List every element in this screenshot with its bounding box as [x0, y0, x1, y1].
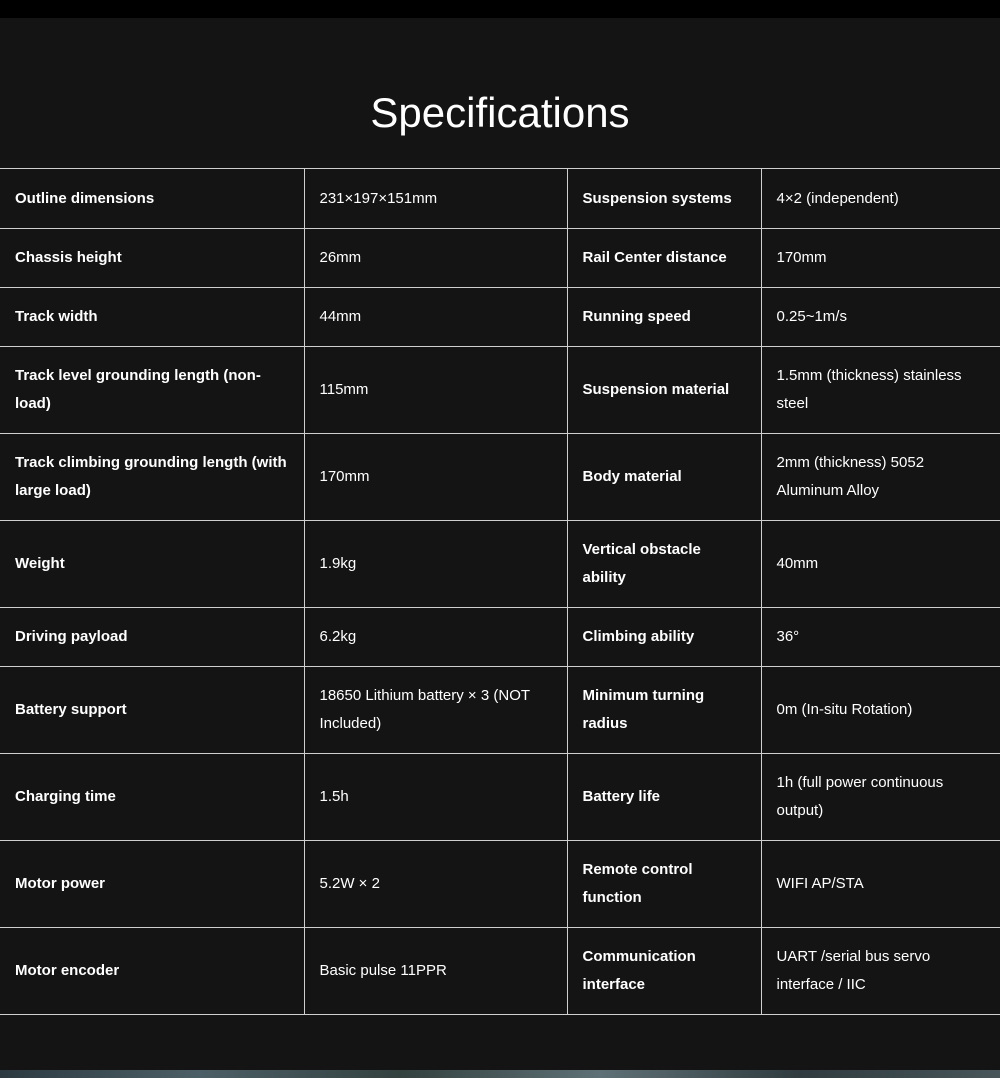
spec-value: 1h (full power continuous output) [761, 754, 1000, 841]
background-photo-strip [0, 1070, 1000, 1078]
spec-label: Rail Center distance [567, 229, 761, 288]
spec-label: Track level grounding length (non-load) [0, 347, 304, 434]
spec-value: 170mm [304, 434, 567, 521]
spec-value: 44mm [304, 288, 567, 347]
table-row [0, 841, 1000, 928]
spec-value: 4×2 (independent) [761, 169, 1000, 229]
spec-value: 18650 Lithium battery × 3 (NOT Included) [304, 667, 567, 754]
spec-label: Motor encoder [0, 928, 304, 1015]
spec-label: Outline dimensions [0, 169, 304, 229]
spec-label: Battery support [0, 667, 304, 754]
spec-label: Vertical obstacle ability [567, 521, 761, 608]
spec-value: 1.5mm (thickness) stainless steel [761, 347, 1000, 434]
spec-value: 0m (In-situ Rotation) [761, 667, 1000, 754]
spec-label: Running speed [567, 288, 761, 347]
spec-value: 170mm [761, 229, 1000, 288]
spec-label: Track width [0, 288, 304, 347]
spec-value: 36° [761, 608, 1000, 667]
spec-value: 2mm (thickness) 5052 Aluminum Alloy [761, 434, 1000, 521]
table-row [0, 288, 1000, 347]
table-row [0, 928, 1000, 1015]
spec-label: Communication interface [567, 928, 761, 1015]
spec-value: WIFI AP/STA [761, 841, 1000, 928]
spec-label: Climbing ability [567, 608, 761, 667]
page-title: Specifications [370, 89, 630, 136]
table-row [0, 434, 1000, 521]
spec-label: Chassis height [0, 229, 304, 288]
spec-label: Motor power [0, 841, 304, 928]
table-row [0, 667, 1000, 754]
table-row [0, 169, 1000, 229]
spec-label: Track climbing grounding length (with large load) [0, 434, 304, 521]
spec-label: Battery life [567, 754, 761, 841]
specifications-table [0, 168, 1000, 1015]
table-row [0, 229, 1000, 288]
spec-label: Driving payload [0, 608, 304, 667]
table-row [0, 608, 1000, 667]
spec-label: Weight [0, 521, 304, 608]
spec-value: 1.9kg [304, 521, 567, 608]
spec-value: 40mm [761, 521, 1000, 608]
spec-label: Minimum turning radius [567, 667, 761, 754]
spec-value: 1.5h [304, 754, 567, 841]
spec-label: Suspension material [567, 347, 761, 434]
spec-label: Body material [567, 434, 761, 521]
spec-value: UART /serial bus servo interface / IIC [761, 928, 1000, 1015]
spec-label: Remote control function [567, 841, 761, 928]
table-row [0, 754, 1000, 841]
table-row [0, 521, 1000, 608]
spec-label: Charging time [0, 754, 304, 841]
spec-value: 115mm [304, 347, 567, 434]
spec-value: 0.25~1m/s [761, 288, 1000, 347]
spec-label: Suspension systems [567, 169, 761, 229]
spec-value: 5.2W × 2 [304, 841, 567, 928]
spec-value: 26mm [304, 229, 567, 288]
spec-value: 231×197×151mm [304, 169, 567, 229]
top-bar [0, 0, 1000, 18]
spec-value: 6.2kg [304, 608, 567, 667]
table-row [0, 347, 1000, 434]
spec-value: Basic pulse 11PPR [304, 928, 567, 1015]
